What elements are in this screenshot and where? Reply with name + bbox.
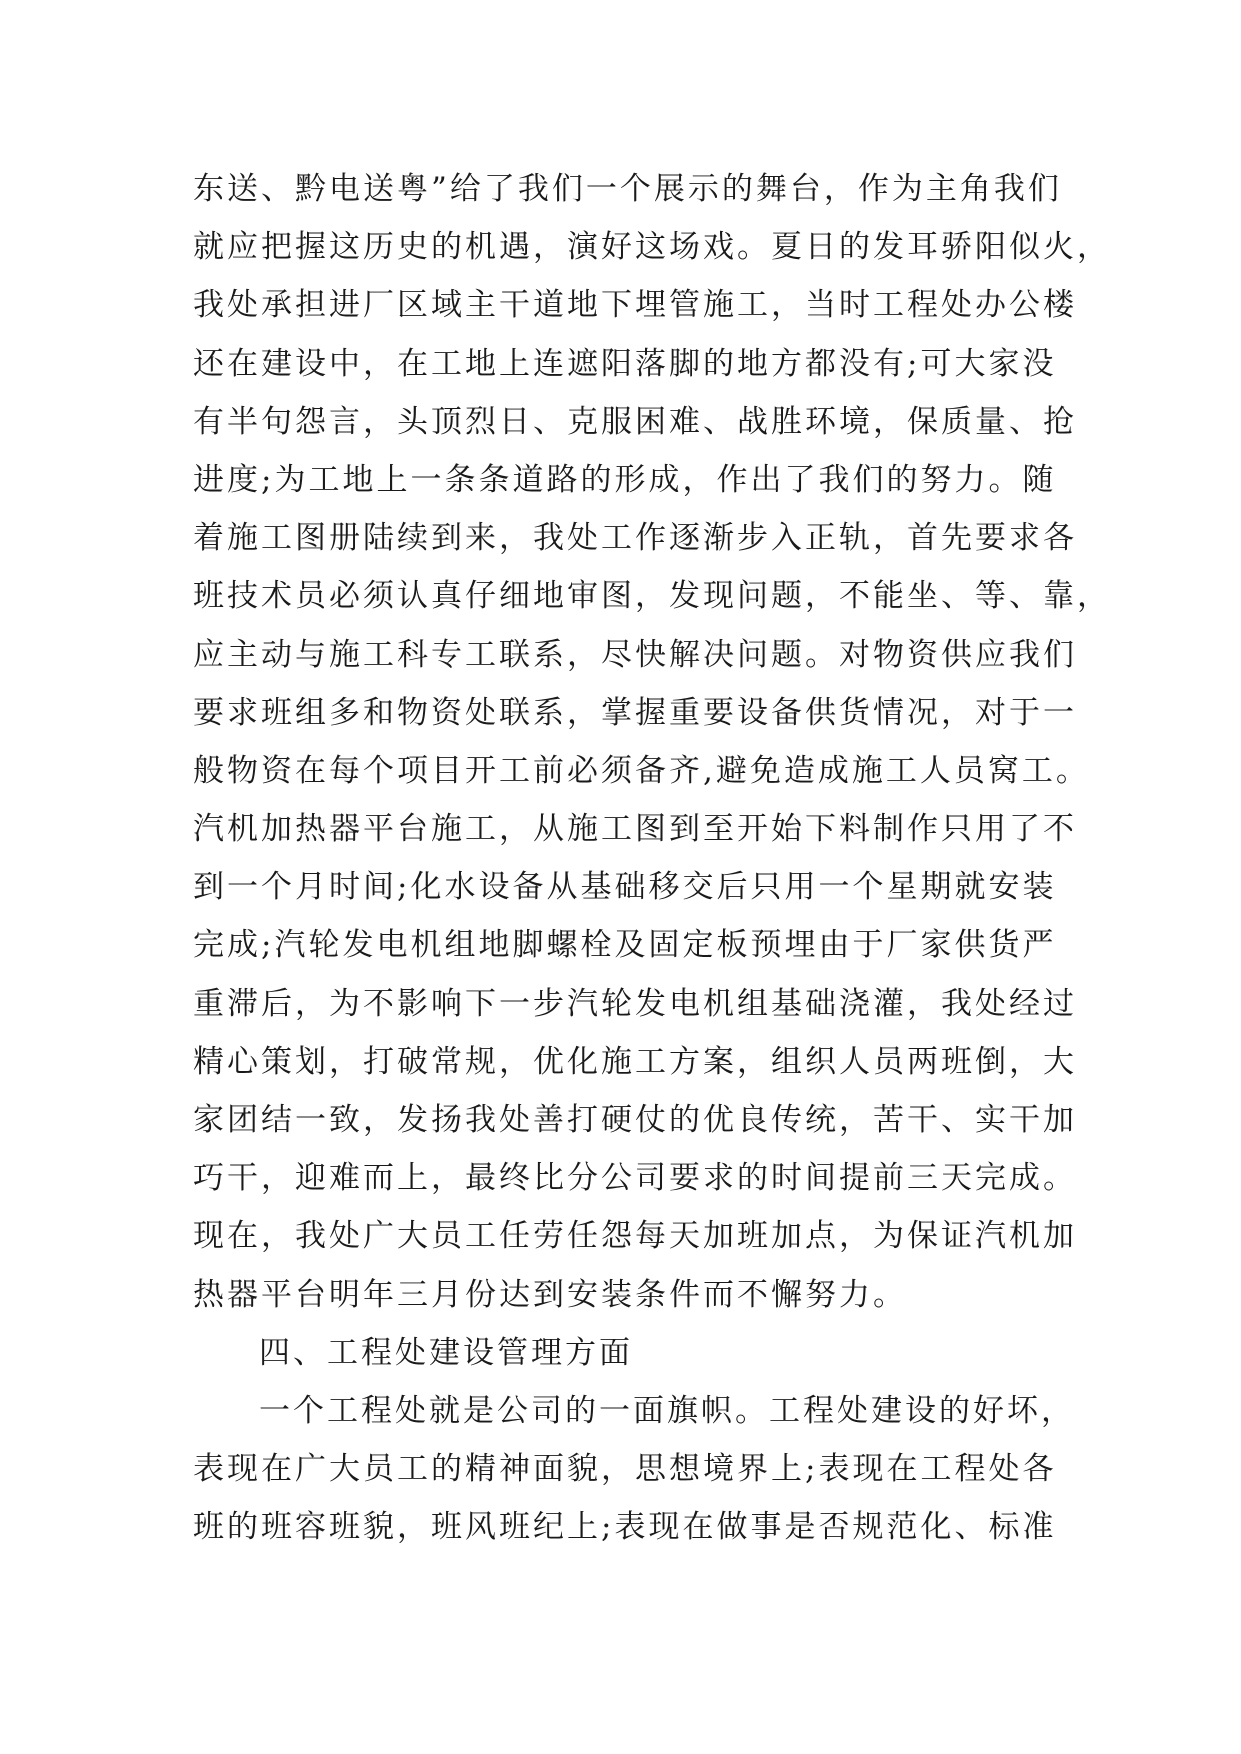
text-line: 班技术员必须认真仔细地审图，发现问题，不能坐、等、靠， (193, 578, 1111, 615)
text-line: 东送、黔电送粤”给了我们一个展示的舞台，作为主角我们 (193, 171, 1062, 207)
text-line: 我处承担进厂区域主干道地下埋管施工，当时工程处办公楼 (193, 287, 1077, 324)
text-line: 重滞后，为不影响下一步汽轮发电机组基础浇灌，我处经过 (193, 985, 1077, 1022)
text-line: 完成;汽轮发电机组地脚螺栓及固定板预埋由于厂家供货严 (193, 927, 1057, 964)
text-line: 一个工程处就是公司的一面旗帜。工程处建设的好坏， (259, 1392, 1075, 1429)
text-line: 家团结一致，发扬我处善打硬仗的优良传统，苦干、实干加 (193, 1102, 1077, 1138)
text-line: 现在，我处广大员工任劳任怨每天加班加点，为保证汽机加 (193, 1218, 1077, 1255)
text-line: 热器平台明年三月份达到安装条件而不懈努力。 (193, 1276, 907, 1313)
text-line: 要求班组多和物资处联系，掌握重要设备供货情况，对于一 (193, 694, 1077, 731)
text-line: 应主动与施工科专工联系，尽快解决问题。对物资供应我们 (193, 636, 1077, 673)
text-line: 班的班容班貌，班风班纪上;表现在做事是否规范化、标准 (193, 1509, 1057, 1546)
text-line: 还在建设中，在工地上连遮阳落脚的地方都没有;可大家没 (193, 345, 1057, 382)
text-line: 巧干，迎难而上，最终比分公司要求的时间提前三天完成。 (193, 1160, 1077, 1197)
text-line: 就应把握这历史的机遇，演好这场戏。夏日的发耳骄阳似火， (193, 229, 1111, 266)
text-line: 着施工图册陆续到来，我处工作逐渐步入正轨，首先要求各 (193, 520, 1077, 557)
text-line: 精心策划，打破常规，优化施工方案，组织人员两班倒，大 (193, 1043, 1077, 1080)
text-line: 到一个月时间;化水设备从基础移交后只用一个星期就安装 (193, 869, 1057, 906)
section-heading: 四、工程处建设管理方面 (259, 1334, 633, 1371)
text-line: 进度;为工地上一条条道路的形成，作出了我们的努力。随 (193, 461, 1057, 498)
body-text (193, 160, 1111, 1557)
text-line: 般物资在每个项目开工前必须备齐,避免造成施工人员窝工。 (193, 752, 1090, 789)
text-line: 表现在广大员工的精神面貌，思想境界上;表现在工程处各 (193, 1451, 1057, 1488)
text-line: 汽机加热器平台施工，从施工图到至开始下料制作只用了不 (193, 811, 1077, 848)
text-line: 有半句怨言，头顶烈日、克服困难、战胜环境，保质量、抢 (193, 403, 1077, 440)
